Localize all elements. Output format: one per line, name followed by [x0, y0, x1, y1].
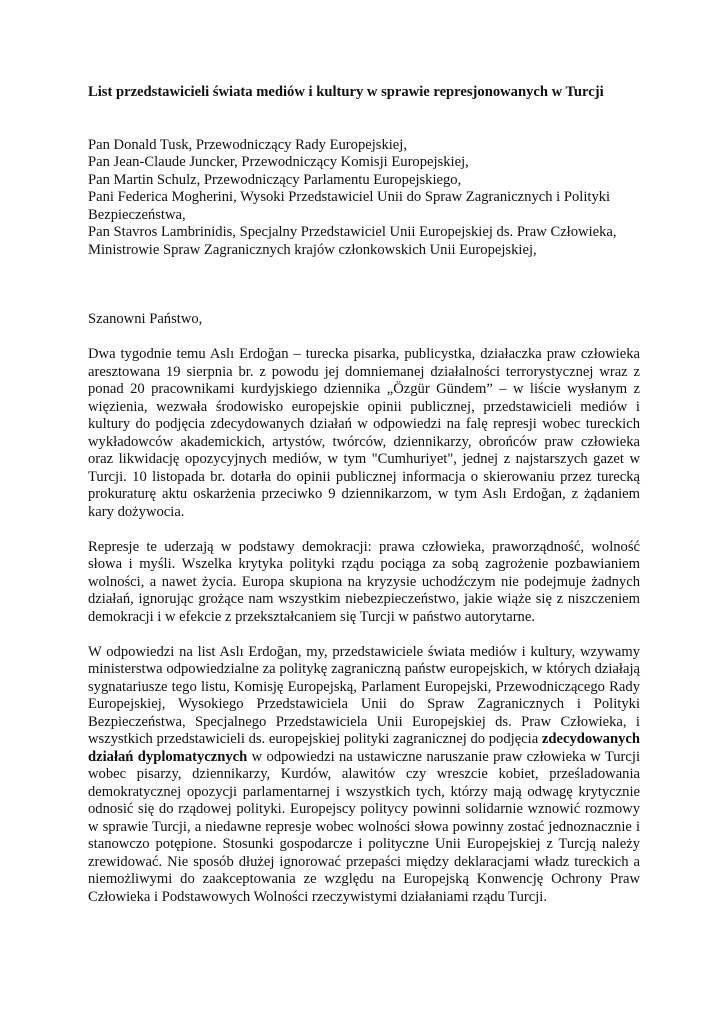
body-paragraph-1: Dwa tygodnie temu Aslı Erdoğan – turecka pisarka, publicystka, działaczka praw człowieka aresztowana 19 sierpnia br. z powodu jej domniemanej działalności terrorystycznej wraz z ponad 20 pracownikami kurdyjskiego dziennika „Özgür Gündem” – w liście wysłanym z więzienia, wezwała środowisko europejskie opinii publicznej, przedstawicieli mediów i kultury do podjęcia zdecydowanych działań w odpowiedzi na falę represji wobec tureckich wykładowców akademickich, artystów, twórców, dziennikarzy, obrońców praw człowieka oraz likwidację opozycyjnych mediów, w tym "Cumhuriyet", jednej z najstarszych gazet w Turcji. 10 listopada br. dotarła do opinii publicznej informacja o skierowaniu przez turecką prokuraturę aktu oskarżenia przeciwko 9 dziennikarzom, w tym Aslı Erdoğan, z żądaniem kary dożywocia. — [88, 346, 640, 520]
recipients-list — [88, 137, 640, 260]
document-page — [88, 84, 640, 906]
recipient-line: Pan Jean-Claude Juncker, Przewodniczący Komisji Europejskiej, — [88, 154, 469, 170]
recipient-line: Pan Martin Schulz, Przewodniczący Parlamentu Europejskiego, — [88, 171, 462, 188]
salutation: Szanowni Państwo, — [88, 311, 203, 327]
recipient-line: Pan Donald Tusk, Przewodniczący Rady Europejskiej, — [88, 136, 407, 153]
paragraph-3-text-before: W odpowiedzi na list Aslı Erdoğan, my, przedstawiciele świata mediów i kultury, wzywamy ministerstwa odpowiedzialne za politykę zagraniczną państw europejskich, w których działają sygnatariusze tego listu, Komisję Europejską, Parlament Europejski, Przewodniczącego Rady Europejskiej, Wysokiego Przedstawiciela Unii do Spraw Zagranicznych i Polityki Bezpieczeństwa, Specjalnego Przedstawiciela Unii Europejskiej ds. Praw Człowieka, i wszystkich przedstawicieli ds. europejskiej polityki zagranicznej do podjęcia — [88, 643, 640, 747]
recipient-line: Ministrowie Spraw Zagranicznych krajów członkowskich Unii Europejskiej, — [88, 241, 537, 258]
recipient-line: Pan Stavros Lambrinidis, Specjalny Przedstawiciel Unii Europejskiej ds. Praw Człowieka, — [88, 224, 617, 240]
body-paragraph-2: Represje te uderzają w podstawy demokracji: prawa człowieka, praworządność, wolność słowa i myśli. Wszelka krytyka polityki rządu pociąga za sobą zagrożenie pozbawianiem wolności, a nawet życia. Europa skupiona na kryzysie uchodźczym nie podejmuje żadnych działań, ignorując grożące nam wszystkim niebezpieczeństwo, jakie wiąże się z niszczeniem demokracji i w efekcie z przekształcaniem się Turcji w państwo autorytarne. — [88, 538, 640, 625]
document-title: List przedstawicieli świata mediów i kultury w sprawie represjonowanych w Turcji — [88, 84, 604, 100]
body-paragraph-3 — [88, 644, 640, 907]
recipient-line: Pani Federica Mogherini, Wysoki Przedstawiciel Unii do Spraw Zagranicznych i Polityki Bezpieczeństwa, — [88, 189, 611, 223]
paragraph-3-bold-text: zdecydowanych działań dyplomatycznych — [88, 731, 640, 765]
paragraph-3-text-after: w odpowiedzi na ustawiczne naruszanie praw człowieka w Turcji wobec pisarzy, dziennikarzy, Kurdów, alawitów czy wreszcie kobiet, prześladowania demokratycznej opozycji parlamentarnej i wszystkich tych, którzy mają odwagę krytycznie odnosić się do rządowej polityki. Europejscy politycy powinni solidarnie wznowić rozmowy w sprawie Turcji, a niedawne represje wobec wolności słowa powinny zostać jednoznacznie i stanowczo potępione. Stosunki gospodarcze i polityczne Unii Europejskiej z Turcją należy zrewidować. Nie sposób dłużej ignorować przepaści między deklaracjami władz tureckich a niemożliwymi do zaakceptowania ze względu na Europejską Konwencję Ochrony Praw Człowieka i Podstawowych Wolności rzeczywistymi działaniami rządu Turcji. — [88, 748, 640, 905]
